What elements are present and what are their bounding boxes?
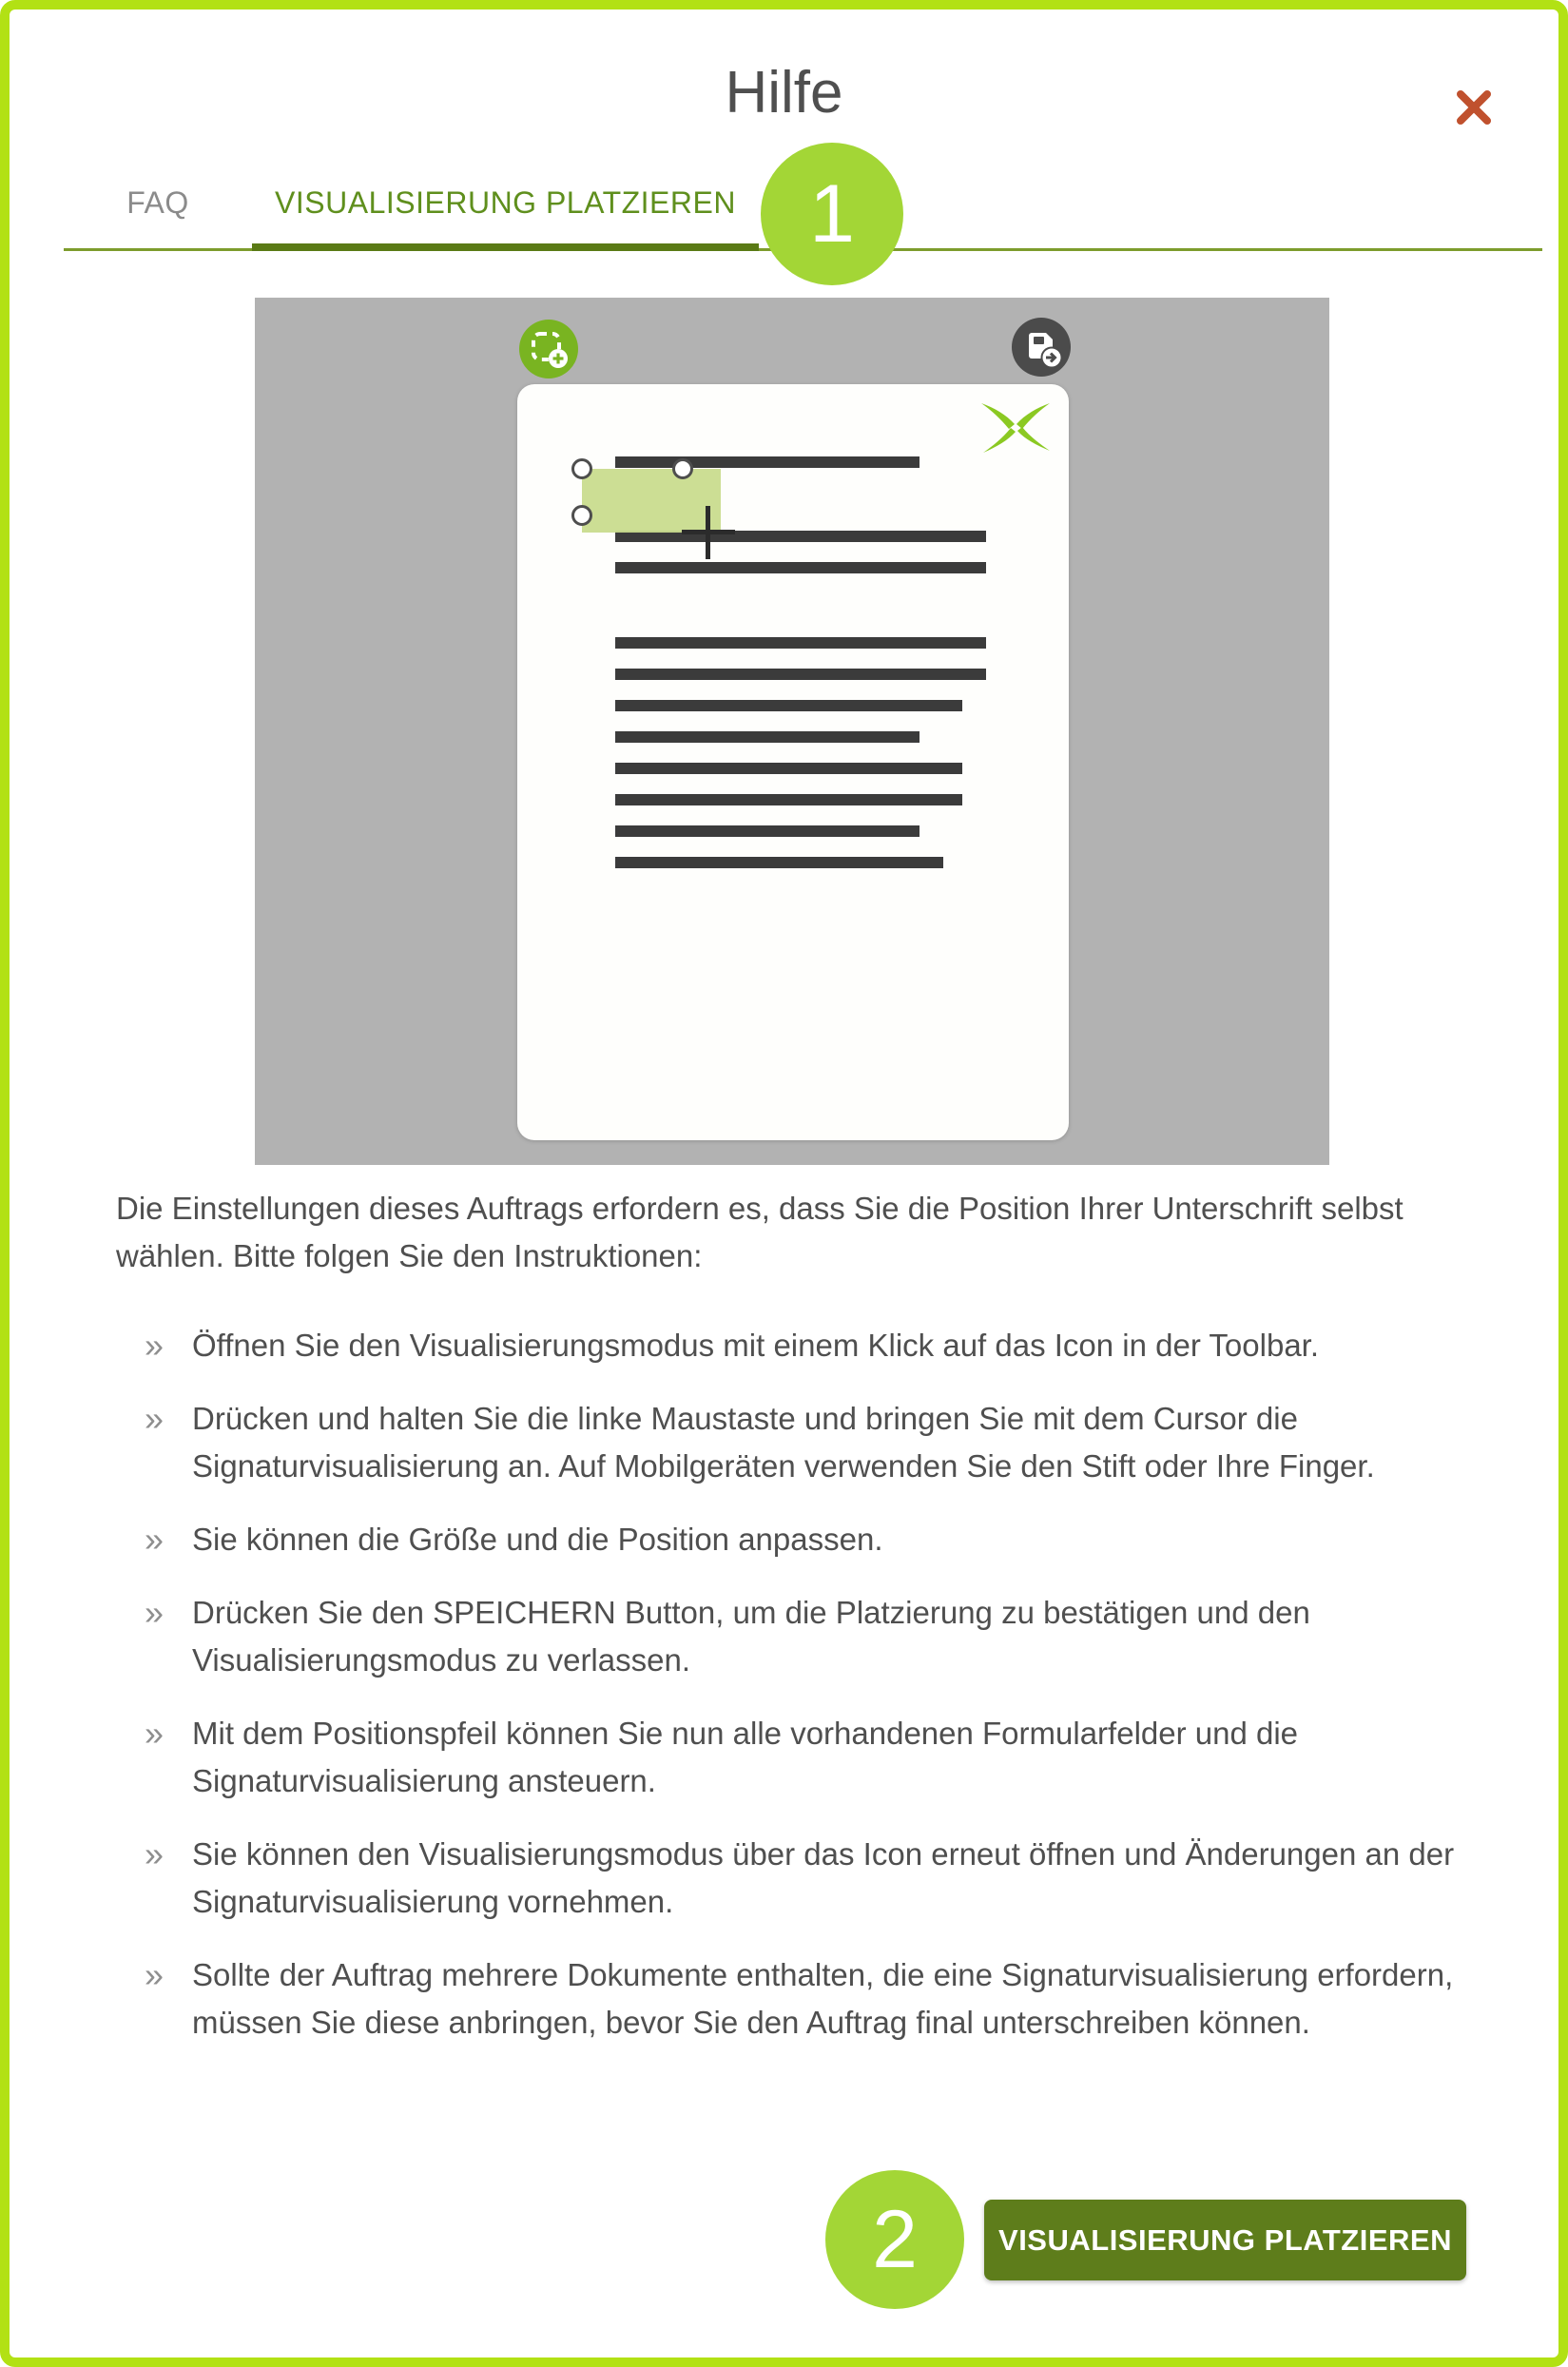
text-line-bar bbox=[615, 669, 986, 680]
text-line-bar bbox=[615, 456, 920, 468]
intro-text: Die Einstellungen dieses Auftrags erfordern es, dass Sie die Position Ihrer Unterschrift selbst wählen. Bitte folgen Sie den Instruktionen: bbox=[116, 1191, 1403, 1273]
tab-faq[interactable]: FAQ bbox=[126, 185, 189, 220]
text-line-bar bbox=[615, 825, 920, 837]
instruction-item bbox=[116, 1831, 1490, 1926]
instruction-item bbox=[116, 1951, 1490, 2047]
help-text-content bbox=[116, 1185, 1490, 2072]
signature-visualization-box bbox=[582, 469, 721, 533]
text-line-bar bbox=[615, 700, 962, 711]
text-line-bar bbox=[615, 637, 986, 649]
double-chevron-marker: » bbox=[145, 1593, 165, 1632]
text-line-bar bbox=[615, 731, 920, 743]
text-line-bar bbox=[615, 763, 962, 774]
double-chevron-marker: » bbox=[145, 1714, 165, 1753]
visualisierung-platzieren-button[interactable]: VISUALISIERUNG PLATZIEREN bbox=[984, 2200, 1466, 2280]
step-2-badge: 2 bbox=[825, 2170, 964, 2309]
close-icon bbox=[1453, 117, 1495, 131]
active-tab-underline bbox=[252, 243, 759, 251]
text-line-bar bbox=[615, 794, 962, 805]
instruction-text: Drücken und halten Sie die linke Maustaste und bringen Sie mit dem Cursor die Signaturvisualisierung an. Auf Mobilgeräten verwenden Sie den Stift oder Ihre Finger. bbox=[192, 1401, 1375, 1484]
crosshair-cursor-icon bbox=[682, 530, 735, 534]
close-button[interactable] bbox=[1443, 78, 1504, 139]
tab-visualisierung-platzieren[interactable]: VISUALISIERUNG PLATZIEREN bbox=[275, 185, 736, 220]
instruction-item bbox=[116, 1516, 1490, 1563]
double-chevron-marker: » bbox=[145, 1520, 165, 1559]
instruction-text: Sie können den Visualisierungsmodus über das Icon erneut öffnen und Änderungen an der Signaturvisualisierung vornehmen. bbox=[192, 1836, 1455, 1919]
instruction-item bbox=[116, 1322, 1490, 1369]
place-visualization-icon bbox=[519, 320, 578, 378]
double-chevron-marker: » bbox=[145, 1834, 165, 1873]
resize-handle-middle-left bbox=[571, 505, 592, 526]
instruction-item bbox=[116, 1589, 1490, 1684]
instruction-item bbox=[116, 1395, 1490, 1490]
instruction-text: Mit dem Positionspfeil können Sie nun alle vorhandenen Formularfelder und die Signaturvisualisierung ansteuern. bbox=[192, 1716, 1299, 1798]
instruction-item bbox=[116, 1710, 1490, 1805]
double-chevron-marker: » bbox=[145, 1399, 165, 1438]
instruction-list bbox=[116, 1322, 1490, 2047]
step-1-badge: 1 bbox=[761, 143, 903, 285]
instruction-text: Sollte der Auftrag mehrere Dokumente enthalten, die eine Signaturvisualisierung erfordern, müssen Sie diese anbringen, bevor Sie den Auftrag final unterschreiben können. bbox=[192, 1957, 1454, 2040]
resize-handle-top-left bbox=[571, 458, 592, 479]
instruction-text: Drücken Sie den SPEICHERN Button, um die Platzierung zu bestätigen und den Visualisierungsmodus zu verlassen. bbox=[192, 1595, 1310, 1678]
instruction-text: Öffnen Sie den Visualisierungsmodus mit einem Klick auf das Icon in der Toolbar. bbox=[192, 1328, 1320, 1363]
placement-illustration bbox=[255, 298, 1329, 1165]
instruction-text: Sie können die Größe und die Position anpassen. bbox=[192, 1522, 883, 1557]
brand-x-logo bbox=[981, 403, 1050, 453]
text-line-bar bbox=[615, 562, 986, 573]
document-preview bbox=[517, 384, 1069, 1140]
resize-handle-top-center bbox=[672, 458, 693, 479]
page-title: Hilfe bbox=[725, 60, 843, 126]
double-chevron-marker: » bbox=[145, 1955, 165, 1994]
double-chevron-marker: » bbox=[145, 1326, 165, 1365]
text-line-bar bbox=[615, 857, 943, 868]
save-document-next-icon bbox=[1012, 318, 1071, 377]
